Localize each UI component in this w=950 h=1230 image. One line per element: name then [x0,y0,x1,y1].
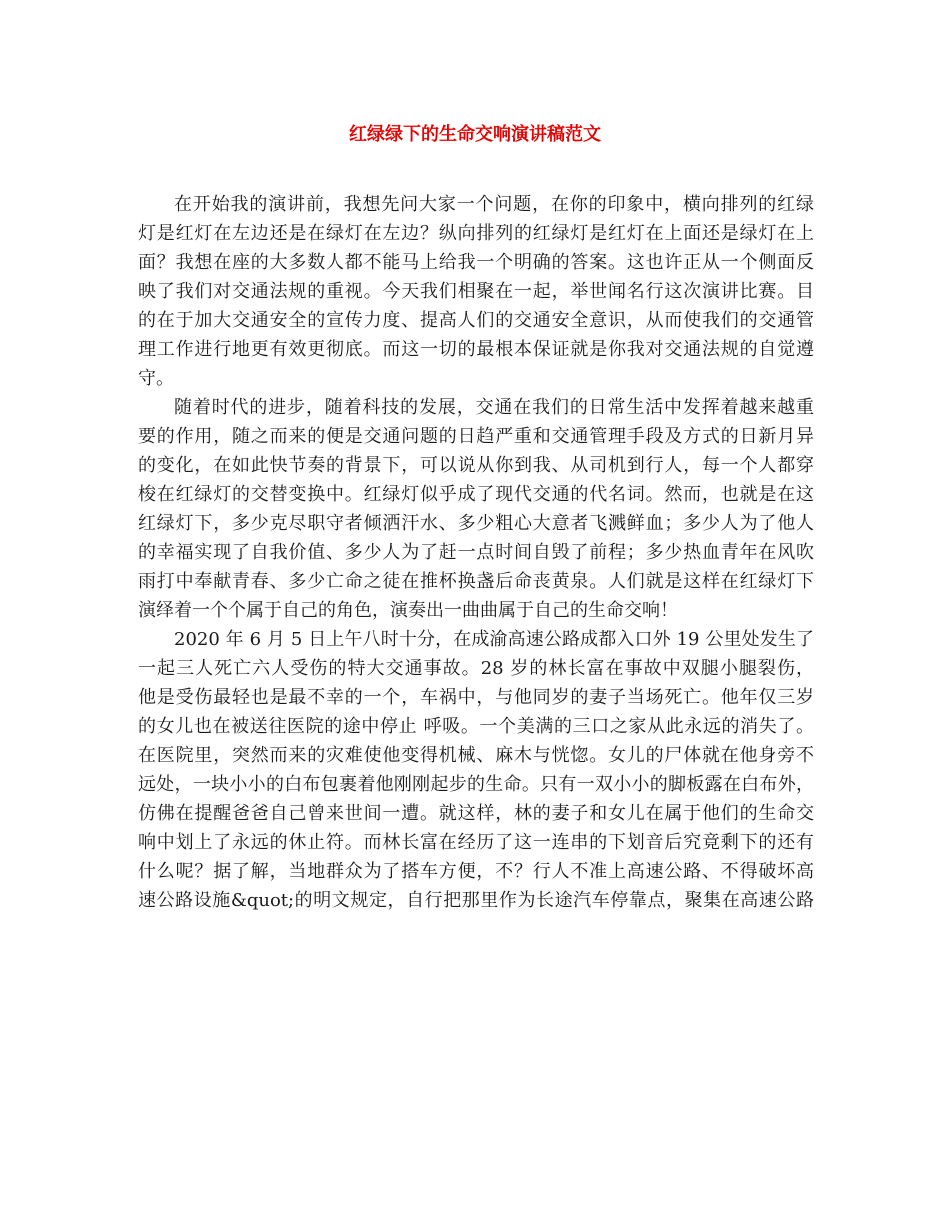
document-body [138,190,814,915]
body-text-line: 在开始我的演讲前，我想先问大家一个问题，在你的印象中，横向排列的红绿 [174,194,814,215]
body-text-line: 雨打中奉献青春、多少亡命之徒在推杯换盏后命丧黄泉。人们就是这样在红绿灯下 [138,571,814,592]
body-text-line: 的女儿也在被送往医院的途中停止 呼吸。一个美满的三口之家从此永远的消失了。 [138,716,814,737]
body-text-line: 随着时代的进步，随着科技的发展，交通在我们的日常生活中发挥着越来越重 [174,397,814,418]
body-text-line: 映了我们对交通法规的重视。今天我们相聚在一起，举世闻名行这次演讲比赛。目 [138,281,814,302]
body-text-line: 2020 年 6 月 5 日上午八时十分，在成渝高速公路成都入口外 19 公里处发生了 [174,629,814,650]
body-text-line: 在医院里，突然而来的灾难使他变得机械、麻木与恍惚。女儿的尸体就在他身旁不 [138,745,814,766]
body-text-line: 的幸福实现了自我价值、多少人为了赶一点时间自毁了前程；多少热血青年在风吹 [138,542,814,563]
body-text-line: 梭在红绿灯的交替变换中。红绿灯似乎成了现代交通的代名词。然而，也就是在这 [138,484,814,505]
body-text-line: 的变化，在如此快节奏的背景下，可以说从你到我、从司机到行人，每一个人都穿 [138,455,814,476]
body-text-line: 演绎着一个个属于自己的角色，演奏出一曲曲属于自己的生命交响！ [138,600,678,621]
body-text-line: 守。 [138,368,174,389]
body-text-line: 灯是红灯在左边还是在绿灯在左边？纵向排列的红绿灯是红灯在上面还是绿灯在上 [138,223,814,244]
document-title: 红绿绿下的生命交响演讲稿范文 [349,124,601,145]
body-text-line: 他是受伤最轻也是最不幸的一个，车祸中，与他同岁的妻子当场死亡。他年仅三岁 [138,687,814,708]
body-text-line: 远处，一块小小的白布包裹着他刚刚起步的生命。只有一双小小的脚板露在白布外， [138,774,814,795]
body-text-line: 仿佛在提醒爸爸自己曾来世间一遭。就这样，林的妻子和女儿在属于他们的生命交 [138,803,814,824]
body-text-line: 什么呢？据了解，当地群众为了搭车方便，不？行人不准上高速公路、不得破坏高 [138,861,814,882]
body-text-line: 面？我想在座的大多数人都不能马上给我一个明确的答案。这也许正从一个侧面反 [138,252,814,273]
body-text-line: 一起三人死亡六人受伤的特大交通事故。28 岁的林长富在事故中双腿小腿裂伤， [138,658,814,679]
body-text-line: 要的作用，随之而来的便是交通问题的日趋严重和交通管理手段及方式的日新月异 [138,426,814,447]
body-text-line: 理工作进行地更有效更彻底。而这一切的最根本保证就是你我对交通法规的自觉遵 [138,339,814,360]
body-text-line: 红绿灯下，多少克尽职守者倾洒汗水、多少粗心大意者飞溅鲜血；多少人为了他人 [138,513,814,534]
body-text-line: 速公路设施&quot;的明文规定，自行把那里作为长途汽车停靠点，聚集在高速公路 [138,890,814,911]
body-text-line: 的在于加大交通安全的宣传力度、提高人们的交通安全意识，从而使我们的交通管 [138,310,814,331]
body-text-line: 响中划上了永远的休止符。而林长富在经历了这一连串的下划音后究竟剩下的还有 [138,832,814,853]
